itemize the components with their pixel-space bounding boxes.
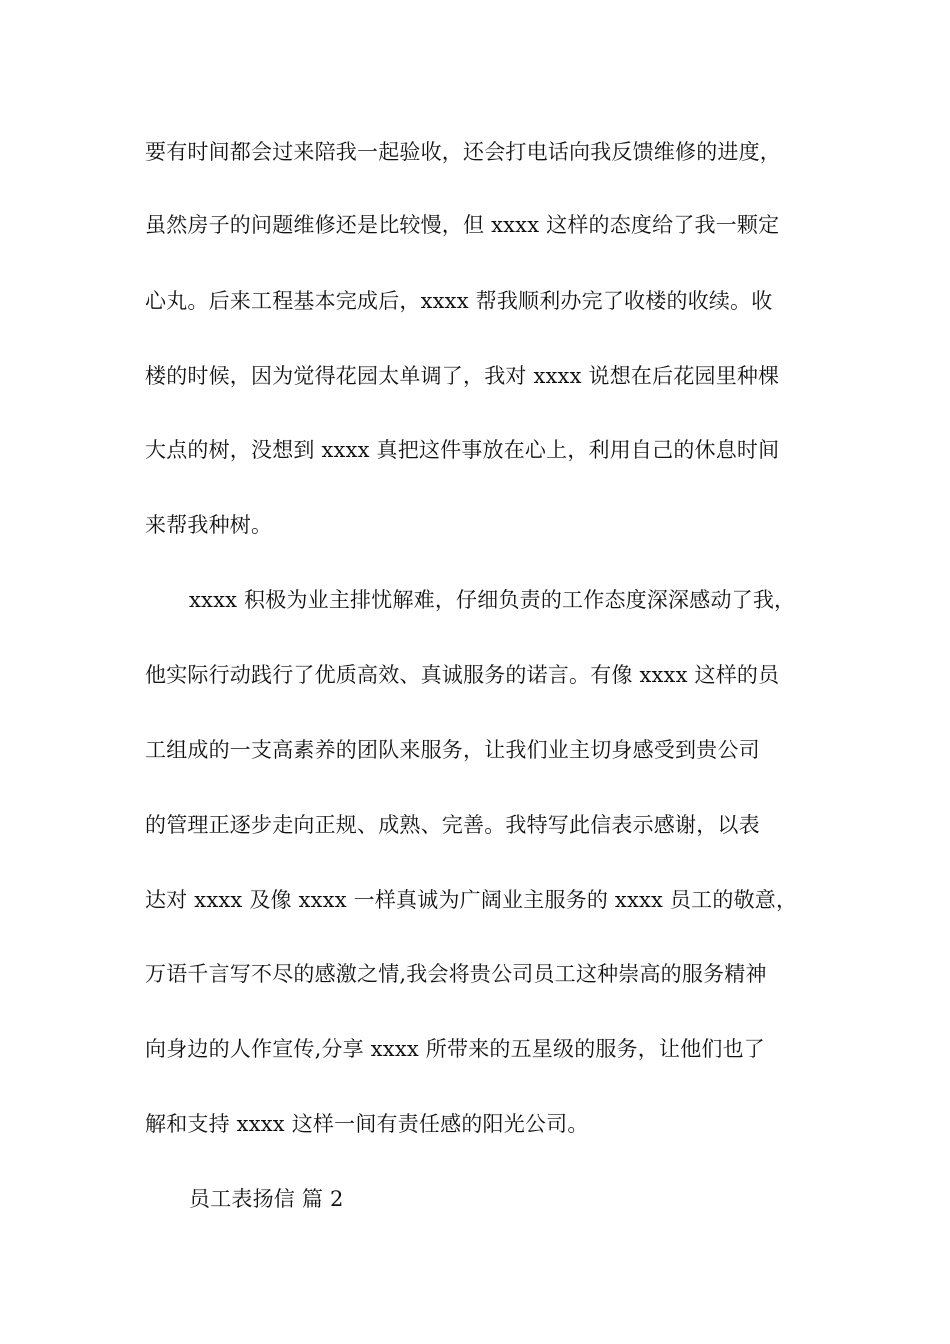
paragraph-line: 他实际行动践行了优质高效、真诚服务的诺言。有像 xxxx 这样的员 — [145, 663, 780, 687]
paragraph-line: 的管理正逐步走向正规、成熟、完善。我特写此信表示感谢，以表 — [145, 813, 760, 837]
paragraph-line: 来帮我种树。 — [145, 513, 273, 537]
paragraph-line: xxxx 积极为业主排忧解难，仔细负责的工作态度深深感动了我， — [189, 588, 796, 612]
paragraph-line: 楼的时候，因为觉得花园太单调了，我对 xxxx 说想在后花园里种棵 — [145, 364, 780, 388]
paragraph-line: 要有时间都会过来陪我一起验收，还会打电话向我反馈维修的进度， — [145, 140, 781, 164]
paragraph-line: 万语千言写不尽的感激之情,我会将贵公司员工这种崇高的服务精神 — [145, 962, 767, 986]
paragraph-line: 工组成的一支高素养的团队来服务，让我们业主切身感受到贵公司 — [145, 738, 760, 762]
paragraph-line: 心丸。后来工程基本完成后，xxxx 帮我顺利办完了收楼的收续。收 — [145, 289, 773, 313]
paragraph-line: 虽然房子的问题维修还是比较慢，但 xxxx 这样的态度给了我一颗定 — [145, 213, 780, 237]
paragraph-line: 解和支持 xxxx 这样一间有责任感的阳光公司。 — [145, 1112, 589, 1136]
paragraph-line: 向身边的人作宣传,分享 xxxx 所带来的五星级的服务，让他们也了 — [145, 1037, 765, 1061]
paragraph-line: 达对 xxxx 及像 xxxx 一样真诚为广阔业主服务的 xxxx 员工的敬意， — [145, 888, 798, 912]
paragraph-line: 大点的树，没想到 xxxx 真把这件事放在心上，利用自己的休息时间 — [145, 438, 780, 462]
section-heading: 员工表扬信 篇 2 — [189, 1187, 344, 1211]
